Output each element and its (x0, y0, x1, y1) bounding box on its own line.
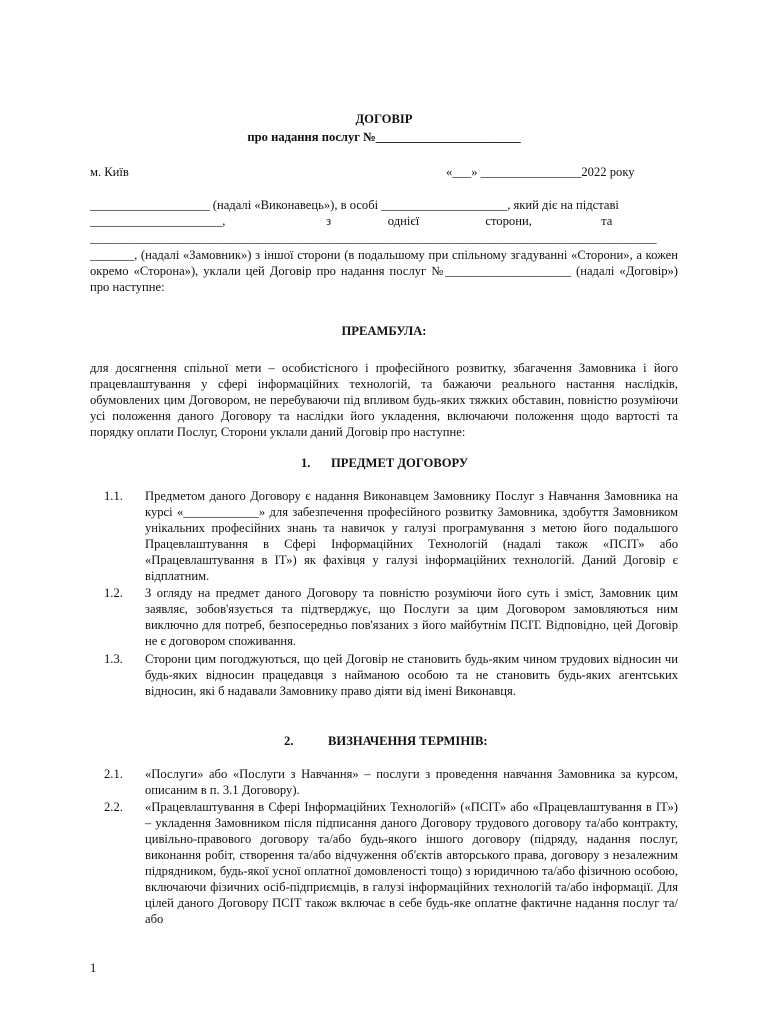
clause-2-2 (90, 799, 678, 927)
clause-number: 1.3. (104, 652, 123, 666)
clause-1-2 (90, 585, 678, 649)
clause-2-1 (90, 766, 678, 798)
clause-number: 2.2. (104, 800, 123, 814)
clause-text: Предметом даного Договору є надання Виконавцем Замовнику Послуг з Навчання Замовника на курсі «____________» для забезпечення професійного розвитку Замовника, здобуття Замовником унікальних професійних знань та навичок у галузі програмування з метою його подальшого Працевлаштування в Сфері Інформаційних Технологій (надалі також «ПСІТ» або «Працевлаштування в ІТ») як фахівця у галузі інформаційних технологій. Даний Договір є відплатним. (145, 489, 678, 583)
preamble-paragraph (90, 360, 678, 440)
clause-1-1 (90, 488, 678, 584)
city: м. Київ (90, 165, 129, 179)
city-date-line (90, 164, 678, 180)
document-title: ДОГОВІР (355, 112, 413, 126)
clause-number: 2.1. (104, 767, 123, 781)
document-subtitle: про надання послуг №_______________________ (247, 130, 521, 144)
clause-1-3 (90, 651, 678, 699)
clause-text: «Послуги» або «Послуги з Навчання» – послуги з проведення навчання Замовника за курсом, описаним в п. 3.1 Договору). (145, 767, 678, 797)
preamble-heading: ПРЕАМБУЛА: (341, 324, 427, 338)
section-2-number: 2. (284, 734, 294, 748)
parties-paragraph (90, 247, 678, 295)
preamble-text: для досягнення спільної мети – особистісного і професійного розвитку, збагачення Замовника і його працевлаштування у сфері інформаційних технологій, та бажаючи реального настання наслідків, обумовлених цим Договором, не перебуваючи під впливом будь-яких тяжких обставин, повністю розуміючи усі положення даного Договору та наслідки його укладення, включаючи положення щодо вартості та порядку оплати Послуг, Сторони уклали даний Договір про наступне: (90, 361, 678, 439)
section-1-number: 1. (301, 456, 311, 470)
parties-line-3: __________________________________________________________________________________________ (90, 231, 657, 245)
clause-text: «Працевлаштування в Сфері Інформаційних Технологій» («ПСІТ» або «Працевлаштування в ІТ») – укладення Замовником після підписання даного Договору трудового договору та/або контракту, цивільно-правового договору та/або будь-якого іншого договору (підряду, надання послуг, виконання робіт, створення та/або відчуження об'єктів авторського права, договору з незалежним підрядником, будь-якої усної оплатної домовленості тощо) з юридичною та/або фізичною особою, включаючи фізичних осіб-підприємців, в галузі інформаційних технологій та/або інформації. Для цілей даного Договору ПСІТ також включає в себе будь-яке оплатне фактичне надання послуг та/або (145, 800, 678, 926)
page-number: 1 (90, 961, 97, 975)
clause-number: 1.2. (104, 586, 123, 600)
section-2-title: ВИЗНАЧЕННЯ ТЕРМІНІВ: (328, 734, 488, 748)
clause-number: 1.1. (104, 489, 123, 503)
clause-text: З огляду на предмет даного Договору та повністю розуміючи його суть і зміст, Замовник цим заявляє, зобов'язується та підтверджує, що Послуги за цим Договором замовляються ним виключно для потреб, безпосередньо пов'язаних з його майбутнім ПСІТ. Відповідно, цей Договір не є договором споживання. (145, 586, 678, 648)
parties-text: _______, (надалі «Замовник») з іншої сторони (в подальшому при спільному згадуванні «Сторони», а кожен окремо «Сторона»), уклали цей Договір про надання послуг №____________________ (надалі «Договір») про наступне: (90, 248, 678, 294)
parties-line-1: ___________________ (надалі «Виконавець»), в особі ____________________, який діє на підставі (90, 198, 619, 212)
section-1-title: ПРЕДМЕТ ДОГОВОРУ (331, 456, 469, 470)
clause-text: Сторони цим погоджуються, що цей Договір не становить будь-яким чином трудових відносин чи будь-яких відносин працедавця з найманою особою та не становить будь-яких агентських відносин, які б надавали Замовнику право діяти від імені Виконавця. (145, 652, 678, 698)
contract-date: «___» ________________2022 року (446, 165, 635, 179)
parties-line-2: _____________________, з однієї сторони, та (90, 214, 613, 228)
